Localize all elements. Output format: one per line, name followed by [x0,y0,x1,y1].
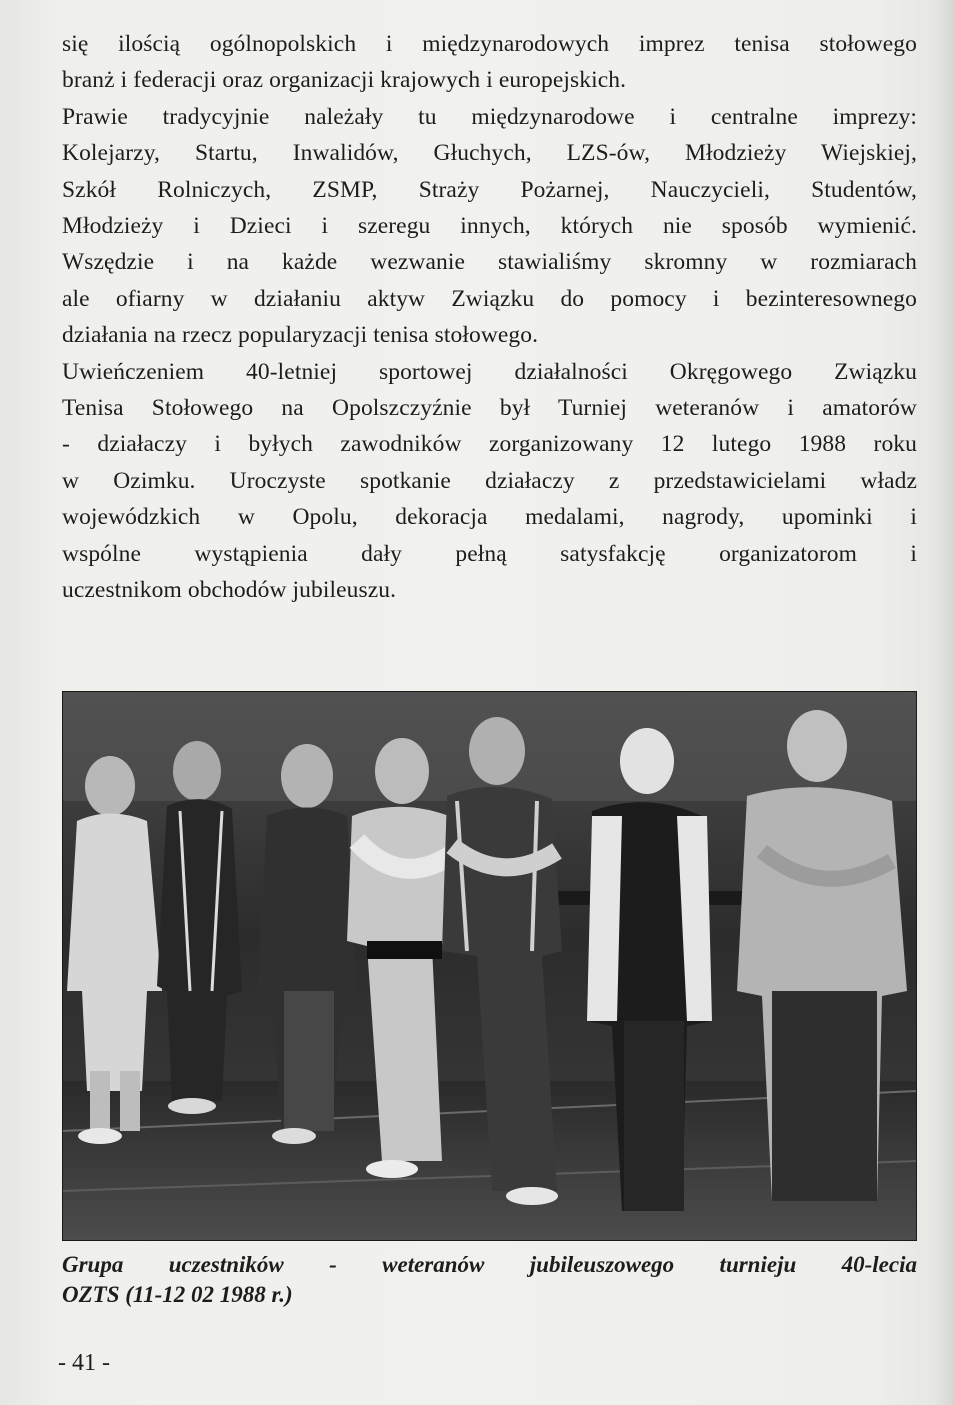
text-line: Młodzieży i Dzieci i szeregu innych, których nie sposób wymienić. [62,213,917,240]
text-line: branż i federacji oraz organizacji krajowych i europejskich. [62,67,627,94]
text-line: działania na rzecz popularyzacji tenisa stołowego. [62,322,539,349]
text-line: wspólne wystąpienia dały pełną satysfakcję organizatorom i [62,540,917,567]
text-line: ale ofiarny w działaniu aktyw Związku do pomocy i bezinteresownego [62,285,917,312]
text-line: wojewódzkich w Opolu, dekoracja medalami, nagrody, upominki i [62,504,917,531]
text-line: - działaczy i byłych zawodników zorganizowany 12 lutego 1988 roku [62,431,917,458]
group-photo-icon [62,691,917,1241]
text-line: Uwieńczeniem 40-letniej sportowej działalności Okręgowego Związku [62,358,917,385]
body-text [62,26,917,609]
photo-caption [62,1250,917,1310]
text-line: w Ozimku. Uroczyste spotkanie działaczy z przedstawicielami władz [62,467,917,494]
paragraph-3 [62,354,917,609]
group-photo [62,691,917,1241]
text-line: Kolejarzy, Startu, Inwalidów, Głuchych, LZS-ów, Młodzieży Wiejskiej, [62,140,917,167]
text-line: Wszędzie i na każde wezwanie stawialiśmy skromny w rozmiarach [62,249,917,276]
text-line: Szkół Rolniczych, ZSMP, Straży Pożarnej, Nauczycieli, Studentów, [62,176,917,203]
page-edge-shadow [933,0,953,1405]
page-number: - 41 - [58,1350,110,1376]
caption-line: OZTS (11-12 02 1988 r.) [62,1282,293,1307]
text-line: uczestnikom obchodów jubileuszu. [62,577,397,604]
text-line: Tenisa Stołowego na Opolszczyźnie był Turniej weteranów i amatorów [62,395,917,422]
caption-line: Grupa uczestników - weteranów jubileuszowego turnieju 40-lecia [62,1252,917,1277]
paragraph-2 [62,99,917,354]
paragraph-1 [62,26,917,99]
text-line: Prawie tradycyjnie należały tu międzynarodowe i centralne imprezy: [62,103,917,130]
text-line: się ilością ogólnopolskich i międzynarodowych imprez tenisa stołowego [62,31,917,57]
